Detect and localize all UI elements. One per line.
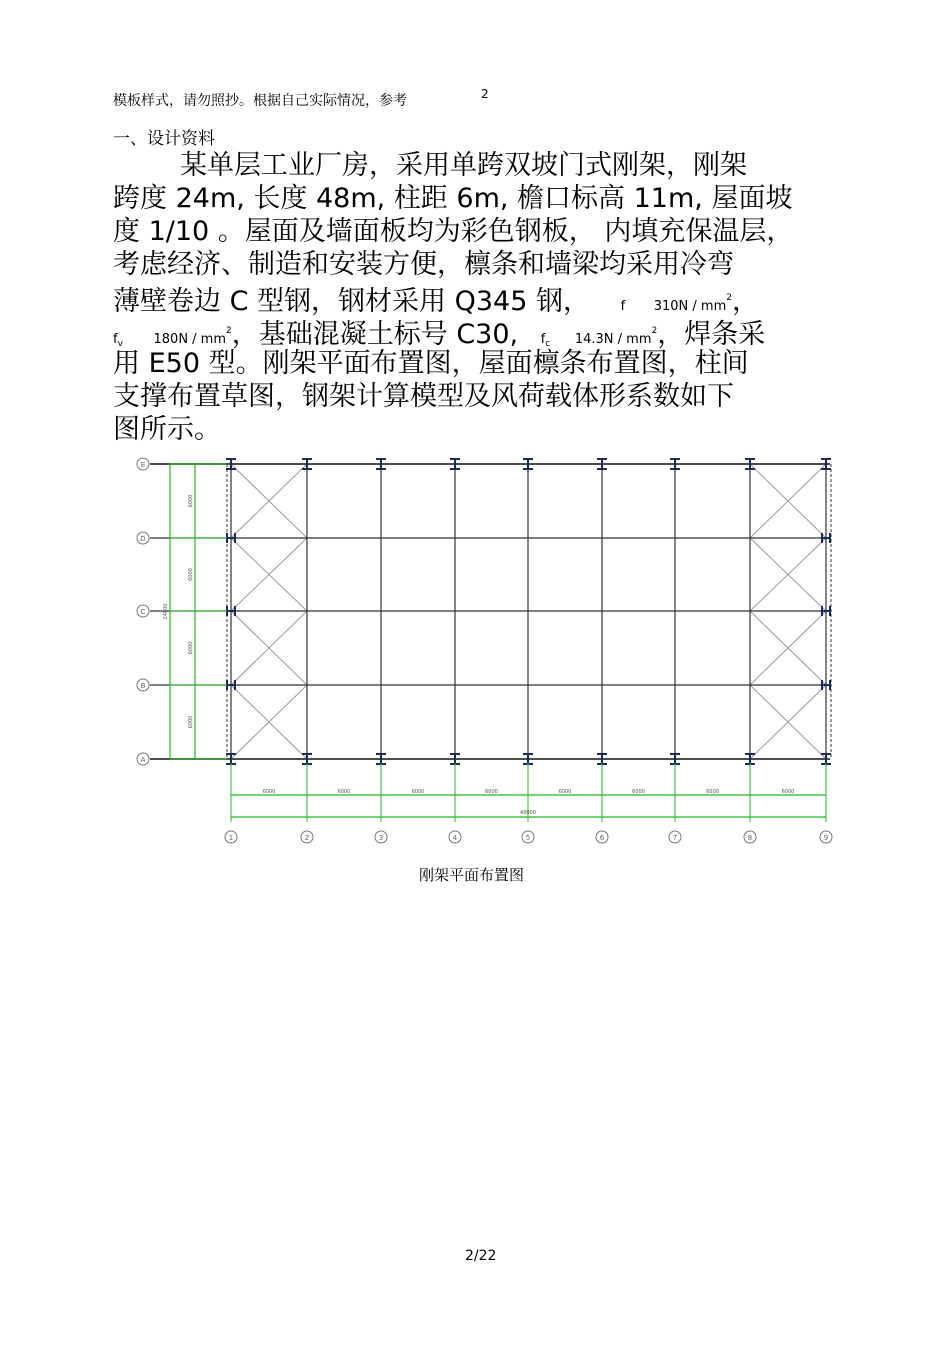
row-dimension-label: 6000 <box>188 568 194 581</box>
row-dimension-label: 6000 <box>188 494 194 508</box>
column-axis-label: 9 <box>823 834 829 842</box>
formula-fc: f <box>540 332 546 347</box>
formula-fv-value: 180N / mm <box>153 332 227 347</box>
wind-column <box>227 537 235 539</box>
column-flange <box>226 468 236 470</box>
row-axis-label: A <box>140 756 146 764</box>
formula-f-value: 310N / mm <box>653 299 727 314</box>
column-flange <box>523 468 533 470</box>
wind-column <box>234 680 236 690</box>
formula-fv: f <box>113 332 118 347</box>
row-dimension-label: 6000 <box>188 641 194 655</box>
column-axis-label: 1 <box>228 834 234 842</box>
column-flange <box>376 468 386 470</box>
column-dimension-label: 6000 <box>485 789 498 795</box>
column-dimension-label: 6000 <box>706 789 719 795</box>
row-dimension-label: 6000 <box>188 715 194 729</box>
column-axis-label: 8 <box>747 834 753 842</box>
wind-column <box>829 533 831 543</box>
overall-width-label: 24000 <box>163 603 169 620</box>
header-note: 模板样式，请勿照抄。根据自己实际情况，参考 <box>113 93 407 109</box>
wind-column <box>227 610 235 612</box>
page-number: 2/22 <box>465 1248 497 1264</box>
row-axis-label: B <box>140 682 146 690</box>
column-axis-label: 7 <box>672 834 678 842</box>
overall-length-label: 48000 <box>520 810 536 816</box>
formula-fc-value: 14.3N / mm <box>574 332 652 347</box>
wind-column <box>234 606 236 616</box>
formula-fc-sup: 2 <box>651 326 658 336</box>
column-dimension-label: 6000 <box>558 789 572 795</box>
column-dimension-label: 6000 <box>337 789 351 795</box>
header-page-marker: 2 <box>481 87 489 101</box>
wind-column <box>829 606 831 616</box>
column-axis-label: 3 <box>378 834 384 842</box>
wind-column <box>829 680 831 690</box>
paragraph-line-3: 度 1/10 。屋面及墙面板均为彩色钢板， 内填充保温层， <box>113 216 794 247</box>
wind-column <box>227 684 235 686</box>
column-flange <box>821 468 831 470</box>
column-dimension-label: 6000 <box>632 789 645 795</box>
column-dimension-label: 6000 <box>781 789 795 795</box>
wind-column <box>234 533 236 543</box>
figure-caption: 刚架平面布置图 <box>419 866 525 884</box>
line-5-end: ， <box>731 286 759 317</box>
paragraph-line-4: 考虑经济、制造和安装方便，檩条和墙梁均采用冷弯 <box>113 249 734 280</box>
column-axis-label: 2 <box>304 834 310 842</box>
column-axis-label: 6 <box>599 834 605 842</box>
formula-fv-sup: 2 <box>226 326 232 336</box>
column-axis-label: 5 <box>525 834 531 842</box>
column-dimension-label: 6000 <box>262 789 276 795</box>
column-flange <box>597 468 607 470</box>
column-axis-label: 4 <box>452 834 458 842</box>
column-flange <box>302 468 312 470</box>
wind-column <box>822 684 830 686</box>
wind-column <box>822 610 830 612</box>
column-flange <box>745 468 755 470</box>
row-axis-label: C <box>140 608 146 616</box>
paragraph-line-9: 图所示。 <box>113 414 221 445</box>
formula-fv-sub: v <box>117 339 123 349</box>
paragraph-line-7: 用 E50 型。刚架平面布置图，屋面檩条布置图，柱间 <box>113 348 749 379</box>
paragraph-line-2: 跨度 24m, 长度 48m, 柱距 6m, 檐口标高 11m, 屋面坡 <box>113 183 793 214</box>
row-axis-label: D <box>140 535 146 543</box>
line-6-end: ，焊条采 <box>657 319 766 350</box>
paragraph-line-1: 某单层工业厂房，采用单跨双坡门式刚架，刚架 <box>180 150 747 181</box>
section-title: 一、设计资料 <box>113 129 215 149</box>
wind-column <box>822 537 830 539</box>
column-flange <box>450 468 460 470</box>
paragraph-line-5-text: 薄壁卷边 C 型钢，钢材采用 Q345 钢， <box>113 286 590 317</box>
formula-f-sup: 2 <box>726 293 732 303</box>
column-dimension-label: 6000 <box>411 789 425 795</box>
column-flange <box>670 468 680 470</box>
paragraph-line-8: 支撑布置草图，钢架计算模型及风荷载体形系数如下 <box>113 381 734 412</box>
formula-f: f <box>620 299 626 314</box>
line-6-mid: ，基础混凝土标号 C30, <box>231 319 519 350</box>
formula-fc-sub: c <box>545 339 551 349</box>
row-axis-label: E <box>140 461 146 469</box>
